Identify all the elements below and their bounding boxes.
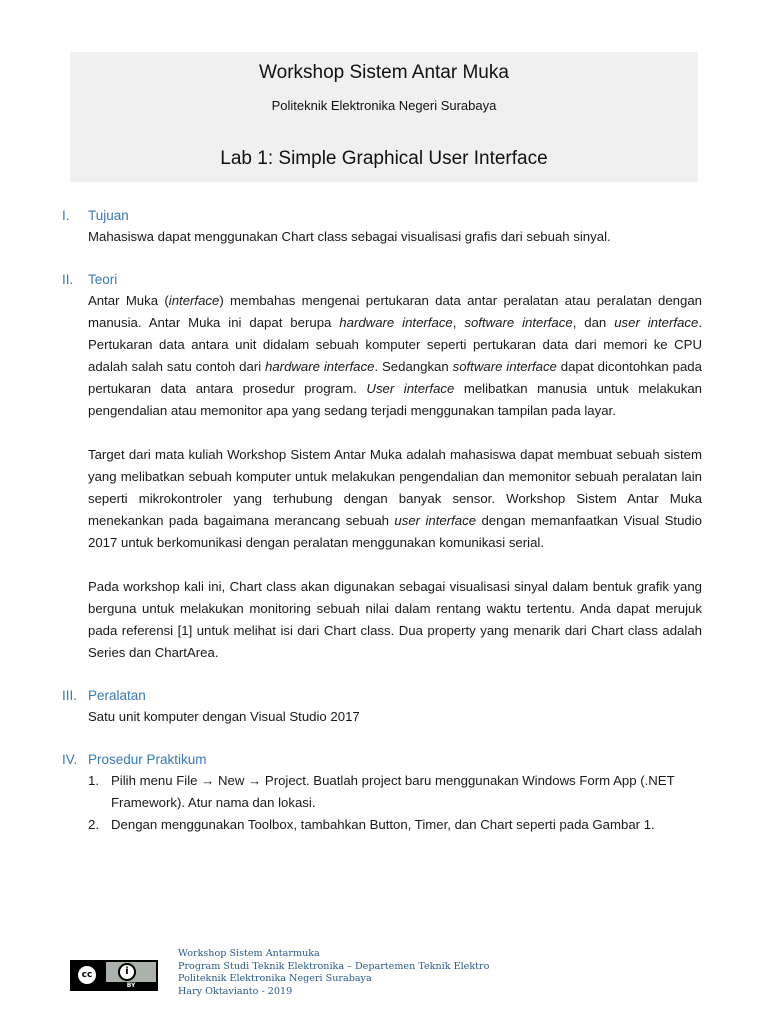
section-heading-teori <box>62 270 702 290</box>
list-item <box>88 814 702 836</box>
section-number: IV. <box>62 752 78 767</box>
section-title: Prosedur Praktikum <box>88 752 207 767</box>
page-footer <box>70 946 698 1006</box>
peralatan-paragraph: Satu unit komputer dengan Visual Studio 2017 <box>88 709 360 724</box>
cc-logo-panel <box>72 962 106 989</box>
step-text: Dengan menggunakan Toolbox, tambahkan Button, Timer, dan Chart seperti pada Gambar 1. <box>111 817 655 832</box>
attribution-person-icon: i <box>118 963 136 981</box>
footer-author: Hary Oktavianto - 2019 <box>178 985 293 997</box>
footer-course: Workshop Sistem Antarmuka <box>178 948 320 959</box>
lab-title: Lab 1: Simple Graphical User Interface <box>220 148 548 169</box>
by-label: BY <box>106 982 156 989</box>
section-number: III. <box>62 688 78 703</box>
document-title: Workshop Sistem Antar Muka <box>259 62 509 83</box>
section-heading-tujuan <box>62 206 702 226</box>
footer-program: Program Studi Teknik Elektronika – Departemen Teknik Elektro <box>178 960 490 972</box>
section-title: Tujuan <box>88 208 129 223</box>
document-header <box>70 52 698 182</box>
cc-by-license-icon <box>70 960 158 991</box>
section-title: Teori <box>88 272 118 287</box>
tujuan-paragraph: Mahasiswa dapat menggunakan Chart class sebagai visualisasi grafis dari sebuah sinyal. <box>88 229 611 244</box>
teori-paragraph-2: Target dari mata kuliah Workshop Sistem Antar Muka adalah mahasiswa dapat membuat sebuah sistem yang melibatkan sebuah komputer untuk melakukan pengendalian dan memonitor sebuah peralatan lain seperti mikrokontroler yang terhubung dengan banyak sensor. Workshop Sistem Antar Muka menekankan pada bagaimana merancang sebuah user interface dengan memanfaatkan Visual Studio 2017 untuk berkomunikasi dengan peralatan menggunakan komunikasi serial. <box>88 447 703 550</box>
teori-paragraph-1: Antar Muka (interface) membahas mengenai pertukaran data antar peralatan atau peralatan dengan manusia. Antar Muka ini dapat berupa hardware interface, software interface, dan user interface. Pertukaran data antara unit didalam sebuah komputer seperti pertukaran data dari memori ke CPU adalah salah satu contoh dari hardware interface. Sedangkan software interface dapat dicontohkan pada pertukaran data antara prosedur program. User interface melibatkan manusia untuk melakukan pengendalian atau memonitor apa yang sedang terjadi menggunakan tampilan pada layar. <box>88 293 703 418</box>
footer-institution: Politeknik Elektronika Negeri Surabaya <box>178 973 372 984</box>
step-text: Pilih menu File → New → Project. Buatlah project baru menggunakan Windows Form App (.NET Framework). Atur nama dan lokasi. <box>111 773 675 810</box>
cc-icon: cc <box>76 964 98 986</box>
teori-paragraph-3: Pada workshop kali ini, Chart class akan digunakan sebagai visualisasi sinyal dalam bentuk grafik yang berguna untuk melakukan monitoring sebuah nilai dalam rentang waktu tertentu. Anda dapat merujuk pada referensi [1] untuk melihat isi dari Chart class. Dua property yang menarik dari Chart class adalah Series dan ChartArea. <box>88 579 702 660</box>
institution-name: Politeknik Elektronika Negeri Surabaya <box>271 98 497 113</box>
section-number: I. <box>62 208 70 223</box>
procedure-steps <box>88 770 702 836</box>
section-title: Peralatan <box>88 688 146 703</box>
section-heading-prosedur <box>62 750 702 770</box>
list-item <box>88 770 702 814</box>
step-number: 1. <box>88 773 99 788</box>
section-number: II. <box>62 272 74 287</box>
footer-info <box>178 948 489 998</box>
step-number: 2. <box>88 817 99 832</box>
section-heading-peralatan <box>62 686 702 706</box>
document-body <box>62 206 702 836</box>
